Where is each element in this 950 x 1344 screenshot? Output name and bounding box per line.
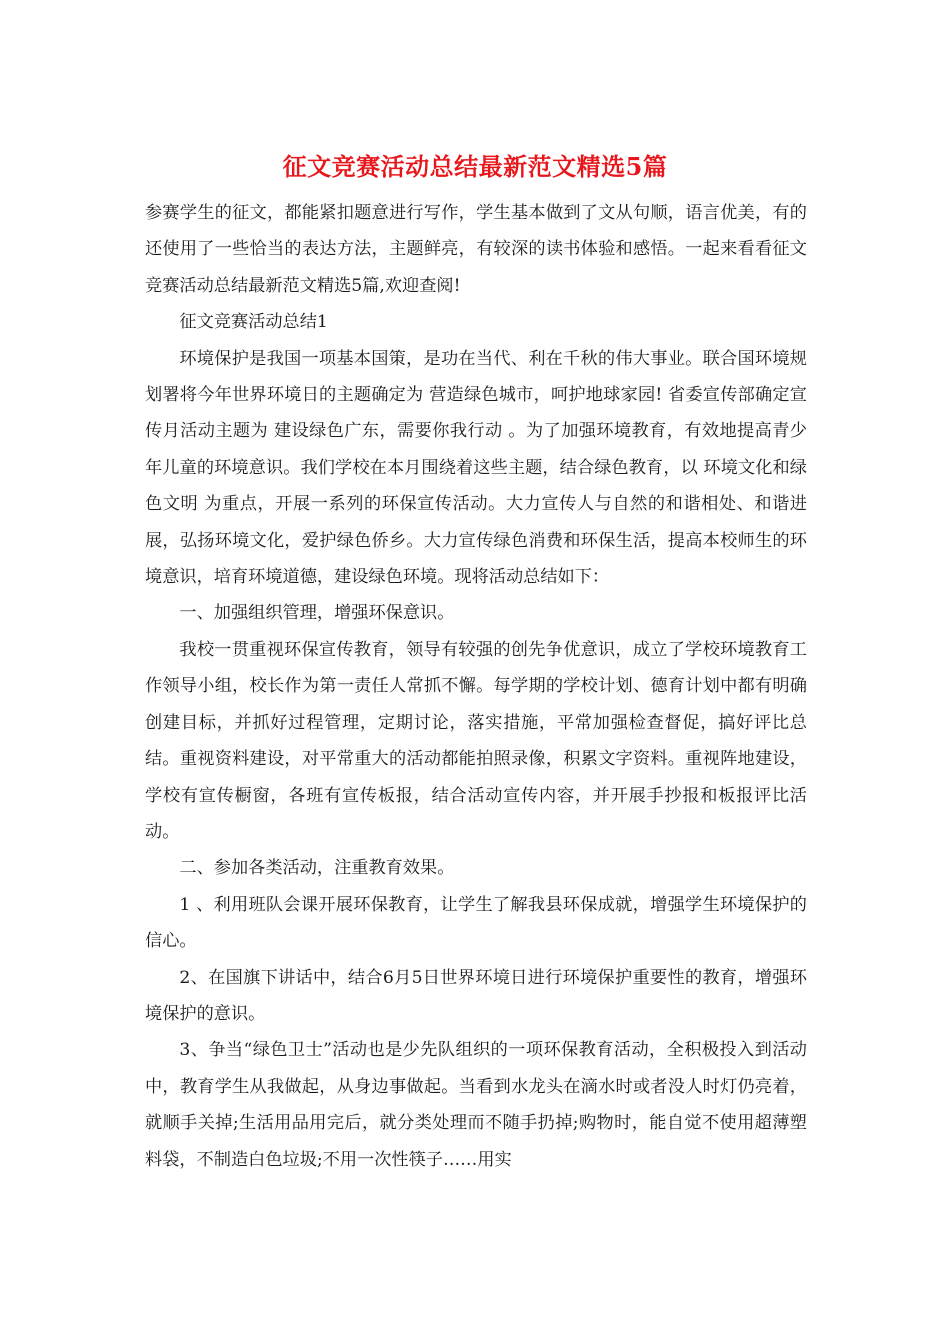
section-heading: 一、加强组织管理，增强环保意识。 xyxy=(179,603,455,624)
document-body xyxy=(145,195,807,1178)
section-heading: 征文竞赛活动总结1 xyxy=(179,312,328,333)
paragraph: 环境保护是我国一项基本国策，是功在当代、利在千秋的伟大事业。联合国环境规划署将今年世界环境日的主题确定为 营造绿色城市，呵护地球家园! 省委宣传部确定宣传月活动主题为 建设绿色广东，需要你我行动 。为了加强环境教育，有效地提高青少年儿童的环境意识。我们学校在本月围绕着这些主题，结合绿色教育，以 环境文化和绿色文明 为重点，开展一系列的环保宣传活动。大力宣传人与自然的和谐相处、和谐进展，弘扬环境文化，爱护绿色侨乡。大力宣传绿色消费和环保生活，提高本校师生的环境意识，培育环境道德，建设绿色环境。现将活动总结如下： xyxy=(145,348,807,588)
paragraph: 3、争当“绿色卫士”活动也是少先队组织的一项环保教育活动，全积极投入到活动中，教育学生从我做起，从身边事做起。当看到水龙头在滴水时或者没人时灯仍亮着，就顺手关掉;生活用品用完后，就分类处理而不随手扔掉;购物时，能自觉不使用超薄塑料袋，不制造白色垃圾;不用一次性筷子……用实 xyxy=(145,1040,807,1170)
paragraph: 1 、利用班队会课开展环保教育，让学生了解我县环保成就，增强学生环境保护的信心。 xyxy=(145,894,807,952)
paragraph-intro: 参赛学生的征文，都能紧扣题意进行写作，学生基本做到了文从句顺，语言优美，有的还使用了一些恰当的表达方法，主题鲜亮，有较深的读书体验和感悟。一起来看看征文竞赛活动总结最新范文精选5篇,欢迎查阅! xyxy=(145,203,807,296)
document-title: 征文竞赛活动总结最新范文精选5篇 xyxy=(282,152,668,181)
paragraph: 2、在国旗下讲话中，结合6月5日世界环境日进行环境保护重要性的教育，增强环境保护的意识。 xyxy=(145,967,807,1024)
section-heading: 二、参加各类活动，注重教育效果。 xyxy=(179,858,455,879)
paragraph: 我校一贯重视环保宣传教育，领导有较强的创先争优意识，成立了学校环境教育工作领导小组，校长作为第一责任人常抓不懈。每学期的学校计划、德育计划中都有明确创建目标，并抓好过程管理，定期讨论，落实措施，平常加强检查督促，搞好评比总结。重视资料建设，对平常重大的活动都能拍照录像，积累文字资料。重视阵地建设，学校有宣传橱窗，各班有宣传板报，结合活动宣传内容，并开展手抄报和板报评比活动。 xyxy=(145,639,807,842)
